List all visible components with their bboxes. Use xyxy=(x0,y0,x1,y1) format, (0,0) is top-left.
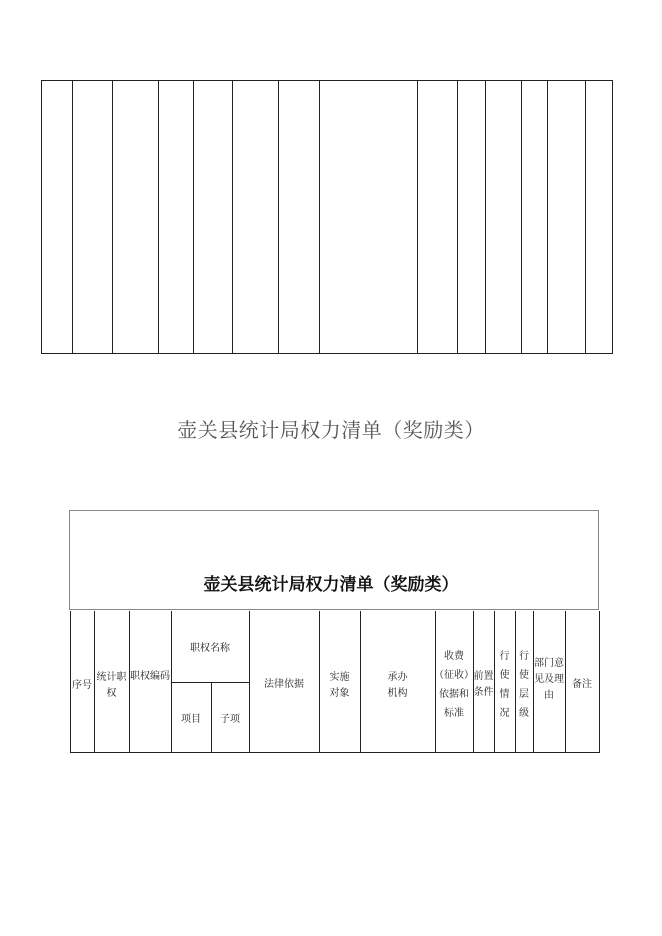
col-stat-power-line2: 权 xyxy=(106,688,117,699)
grid-line xyxy=(521,81,522,353)
col-fees-line2: （征收） xyxy=(434,670,474,681)
col-power-name-text: 职权名称 xyxy=(190,643,230,654)
col-agency xyxy=(360,670,435,702)
col-remarks xyxy=(565,677,599,693)
col-fees-line4: 标准 xyxy=(444,708,464,719)
col-precondition-line1: 前置 xyxy=(473,671,494,682)
col-power-name xyxy=(171,641,249,657)
col-exercise-status-line1: 行 xyxy=(499,651,510,662)
col-precondition xyxy=(473,669,494,701)
grid-line xyxy=(417,81,418,353)
col-dept-opinion-line3: 由 xyxy=(544,690,554,701)
col-code-text: 职权编码 xyxy=(130,671,170,682)
col-legal-basis-text: 法律依据 xyxy=(264,679,304,690)
col-exercise-status-line2: 使 xyxy=(499,670,510,681)
grid-line xyxy=(278,81,279,353)
col-exercise-status-line4: 况 xyxy=(499,708,510,719)
col-exercise-level-line2: 使 xyxy=(519,670,529,681)
col-exercise-status-line3: 情 xyxy=(499,689,510,700)
col-seq xyxy=(70,678,94,694)
col-stat-power xyxy=(94,670,129,702)
col-fees xyxy=(431,647,477,723)
col-fees-line3: 依据和 xyxy=(439,689,469,700)
page-heading: 壶关县统计局权力清单（奖励类） xyxy=(177,418,485,442)
grid-line xyxy=(158,81,159,353)
col-agency-line2: 机构 xyxy=(387,688,408,699)
grid-line xyxy=(547,81,548,353)
col-dept-opinion-line2: 见及理 xyxy=(534,674,564,685)
grid-line xyxy=(457,81,458,353)
col-stat-power-line1: 统计职 xyxy=(96,672,127,683)
col-exercise-level-line4: 级 xyxy=(519,708,529,719)
grid-line xyxy=(612,81,613,353)
col-fees-line1: 收费 xyxy=(444,651,464,662)
grid-line xyxy=(319,81,320,353)
grid-line xyxy=(485,81,486,353)
col-seq-text: 序号 xyxy=(72,680,92,691)
col-subitem xyxy=(211,712,249,728)
col-legal-basis xyxy=(249,677,319,693)
col-exercise-level-line3: 层 xyxy=(519,689,529,700)
col-code xyxy=(129,669,171,685)
col-agency-line1: 承办 xyxy=(387,672,408,683)
col-dept-opinion xyxy=(533,656,565,704)
col-item-text: 项目 xyxy=(181,714,201,725)
col-remarks-text: 备注 xyxy=(572,679,592,690)
grid-line xyxy=(585,81,586,353)
grid-line xyxy=(232,81,233,353)
col-target xyxy=(319,670,360,702)
col-target-line1: 实施 xyxy=(329,672,350,683)
col-exercise-level xyxy=(515,647,533,723)
empty-table-grid xyxy=(41,80,613,354)
table-title: 壶关县统计局权力清单（奖励类） xyxy=(203,575,459,595)
grid-line xyxy=(193,81,194,353)
header-line xyxy=(599,611,600,752)
col-subitem-text: 子项 xyxy=(220,714,240,725)
col-exercise-status xyxy=(494,647,515,723)
header-line xyxy=(171,682,249,683)
col-exercise-level-line1: 行 xyxy=(519,651,529,662)
col-target-line2: 对象 xyxy=(329,688,350,699)
col-precondition-line2: 条件 xyxy=(473,687,494,698)
col-item xyxy=(171,712,211,728)
table-title-box xyxy=(69,510,599,610)
grid-line xyxy=(112,81,113,353)
grid-line xyxy=(72,81,73,353)
grid-line xyxy=(41,81,42,353)
col-dept-opinion-line1: 部门意 xyxy=(534,658,564,669)
table-header xyxy=(70,611,600,753)
